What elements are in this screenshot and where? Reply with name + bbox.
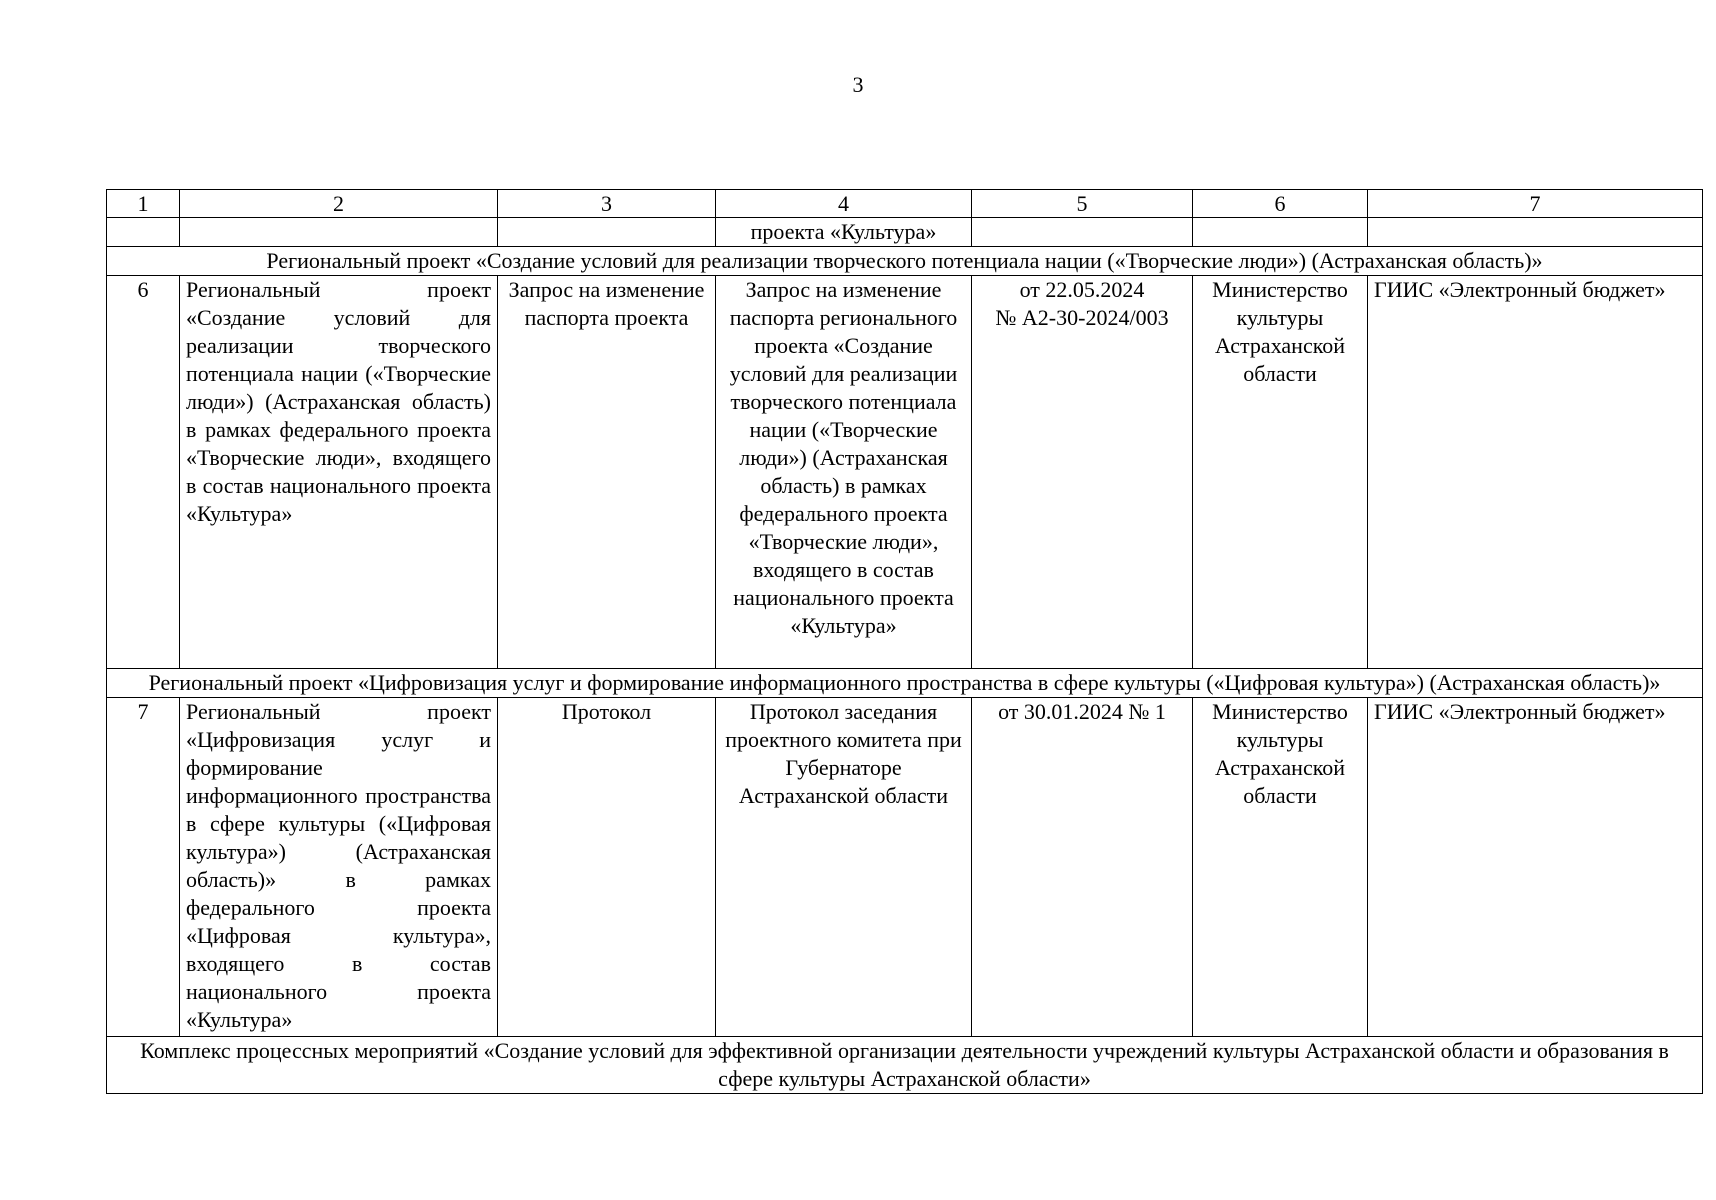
empty-cell	[972, 218, 1193, 247]
header-cell: 2	[180, 190, 498, 218]
document-type: Запрос на изменение паспорта проекта	[498, 276, 716, 669]
section-row	[107, 669, 1703, 698]
empty-cell	[498, 218, 716, 247]
document-table-container	[106, 189, 1702, 1094]
project-name: Региональный проект «Создание условий для реализации творческого потенциала нации («Творческие люди») (Астраханская область) в рамках федерального проекта «Творческие люди», входящего в состав национального проекта «Культура»	[180, 276, 498, 669]
document-name: Запрос на изменение паспорта регионального проекта «Создание условий для реализации творческого потенциала нации («Творческие люди») (Астраханская область) в рамках федерального проекта «Творческие люди», входящего в состав национального проекта «Культура»	[716, 276, 972, 669]
table-row	[107, 276, 1703, 669]
section-heading: Комплекс процессных мероприятий «Создание условий для эффективной организации деятельности учреждений культуры Астраханской области и образования в сфере культуры Астраханской области»	[107, 1037, 1703, 1094]
project-name: Региональный проект «Цифровизация услуг и формирование информационного пространства в сфере культуры («Цифровая культура») (Астраханская область)» в рамках федерального проекта «Цифровая культура», входящего в состав национального проекта «Культура»	[180, 698, 498, 1037]
header-cell: 4	[716, 190, 972, 218]
empty-cell	[107, 218, 180, 247]
header-cell: 1	[107, 190, 180, 218]
information-system: ГИИС «Электронный бюджет»	[1368, 276, 1703, 669]
document-date: от 30.01.2024 № 1	[972, 698, 1193, 1037]
header-cell: 7	[1368, 190, 1703, 218]
empty-cell	[1193, 218, 1368, 247]
row-number: 7	[107, 698, 180, 1037]
page-number: 3	[852, 72, 864, 97]
section-heading: Региональный проект «Создание условий для реализации творческого потенциала нации («Творческие люди») (Астраханская область)»	[107, 247, 1703, 276]
header-cell: 3	[498, 190, 716, 218]
responsible-authority: Министерство культуры Астраханской области	[1193, 698, 1368, 1037]
header-row	[107, 190, 1703, 218]
document-date	[972, 276, 1193, 669]
empty-cell	[180, 218, 498, 247]
section-row	[107, 247, 1703, 276]
responsible-authority: Министерство культуры Астраханской области	[1193, 276, 1368, 669]
empty-cell	[1368, 218, 1703, 247]
row-number: 6	[107, 276, 180, 669]
information-system: ГИИС «Электронный бюджет»	[1368, 698, 1703, 1037]
document-type: Протокол	[498, 698, 716, 1037]
document-name: Протокол заседания проектного комитета при Губернаторе Астраханской области	[716, 698, 972, 1037]
section-row	[107, 1037, 1703, 1094]
document-number-line: № А2-30-2024/003	[995, 305, 1169, 330]
section-heading: Региональный проект «Цифровизация услуг и формирование информационного пространства в сфере культуры («Цифровая культура») (Астраханская область)»	[107, 669, 1703, 698]
header-cell: 5	[972, 190, 1193, 218]
table-row	[107, 698, 1703, 1037]
document-date-line: от 22.05.2024	[1019, 277, 1145, 302]
continuation-text: проекта «Культура»	[716, 218, 972, 247]
document-table	[106, 189, 1703, 1094]
header-cell: 6	[1193, 190, 1368, 218]
continuation-row	[107, 218, 1703, 247]
